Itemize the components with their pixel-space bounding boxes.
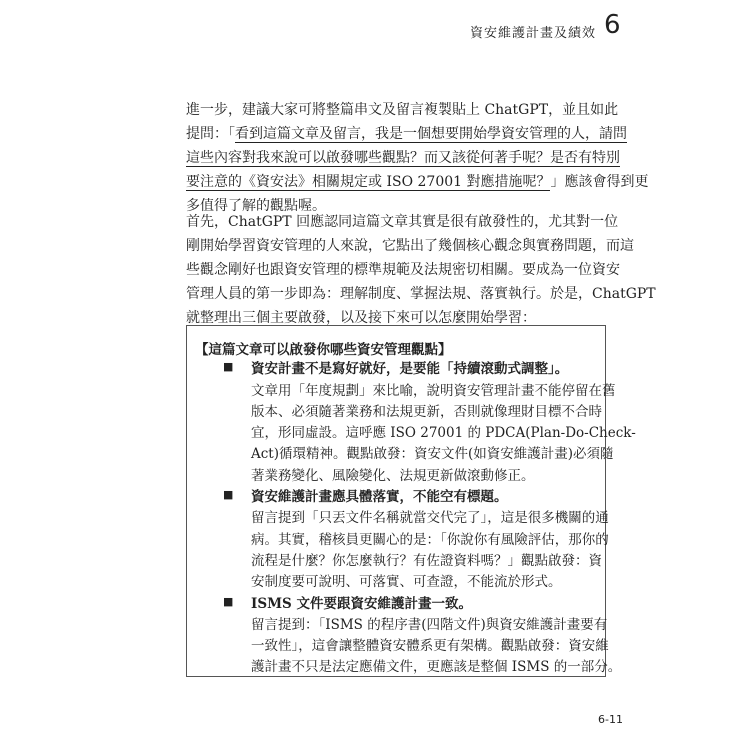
text-line: 管理人員的第一步即為：理解制度、掌握法規、落實執行。於是，ChatGPT [186, 286, 656, 302]
text-line: 安制度要可說明、可落實、可查證，不能流於形式。 [251, 574, 562, 591]
chapter-number: 6 [604, 10, 621, 40]
bullet-item [251, 359, 636, 487]
text-line [186, 170, 649, 194]
bullet-heading: 資安計畫不是寫好就好，是要能「持續滾動式調整」。 [251, 361, 569, 378]
text-line: 護計畫不只是法定應備文件，更應該是整個 ISMS 的一部分。 [251, 659, 622, 676]
text-segment: 進一步，建議大家可將整篇串文及留言複製貼上 ChatGPT，並且如此 [186, 102, 619, 118]
bullet-heading: ISMS 文件要跟資安維護計畫一致。 [251, 595, 472, 612]
page-number: 6-11 [598, 713, 623, 726]
box-title: 【這篇文章可以啟發你哪些資安管理觀點】 [195, 342, 452, 358]
text-line: 流程是什麼？你怎麼執行？有佐證資料嗎？」觀點啟發：資 [251, 552, 602, 569]
text-line: 剛開始學習資安管理的人來說，它點出了幾個核心觀念與實務問題，而這 [186, 238, 634, 254]
paragraph-2 [186, 210, 656, 330]
bullet-item [251, 594, 622, 679]
text-line: 留言提到：「ISMS 的程序書(四階文件)與資安維護計畫要有 [251, 616, 608, 633]
text-line [186, 122, 627, 146]
underlined-question: 這些內容對我來說可以啟發哪些觀點？而又該從何著手呢？是否有特別 [186, 150, 620, 166]
bullet-square-icon: ■ [223, 360, 234, 374]
chapter-title: 資安維護計畫及績效 [470, 26, 597, 41]
bullet-item [251, 487, 609, 593]
text-line [186, 146, 620, 170]
text-line: 文章用「年度規劃」來比喻，說明資安管理計畫不能停留在舊 [251, 382, 616, 399]
paragraph-1 [186, 98, 649, 218]
insight-box [186, 325, 636, 677]
text-line: 首先，ChatGPT 回應認同這篇文章其實是很有啟發性的，尤其對一位 [186, 214, 619, 230]
bullet-square-icon: ■ [223, 488, 234, 502]
text-segment: 」應該會得到更 [550, 174, 649, 190]
text-line: 就整理出三個主要啟發，以及接下來可以怎麼開始學習： [186, 310, 536, 326]
text-line: 病。其實，稽核員更關心的是：「你說你有風險評估，那你的 [251, 531, 609, 548]
text-line: 版本、必須隨著業務和法規更新，否則就像理財目標不合時 [251, 403, 602, 420]
text-line [186, 98, 619, 122]
text-segment: 提問：「 [186, 126, 235, 142]
text-line: Act)循環精神。觀點啟發：資安文件(如資安維護計畫)必須隨 [251, 446, 614, 463]
text-line: 些觀念剛好也跟資安管理的標準規範及法規密切相關。要成為一位資安 [186, 262, 620, 278]
underlined-question: 看到這篇文章及留言，我是一個想要開始學資安管理的人，請問 [235, 126, 627, 142]
text-segment: 多值得了解的觀點喔。 [186, 198, 326, 214]
bullet-heading: 資安維護計畫應具體落實，不能空有標題。 [251, 489, 508, 506]
text-line: 著業務變化、風險變化、法規更新做滾動修正。 [251, 467, 535, 484]
text-line: 一致性」，這會讓整體資安體系更有架構。觀點啟發：資安維 [251, 638, 609, 655]
text-line: 留言提到「只丟文件名稱就當交代完了」，這是很多機關的通 [251, 510, 609, 527]
bullet-square-icon: ■ [223, 594, 234, 608]
text-line: 宜，形同虛設。這呼應 ISO 27001 的 PDCA(Plan-Do-Check- [251, 425, 636, 442]
underlined-question: 要注意的《資安法》相關規定或 ISO 27001 對應措施呢？ [186, 174, 551, 190]
